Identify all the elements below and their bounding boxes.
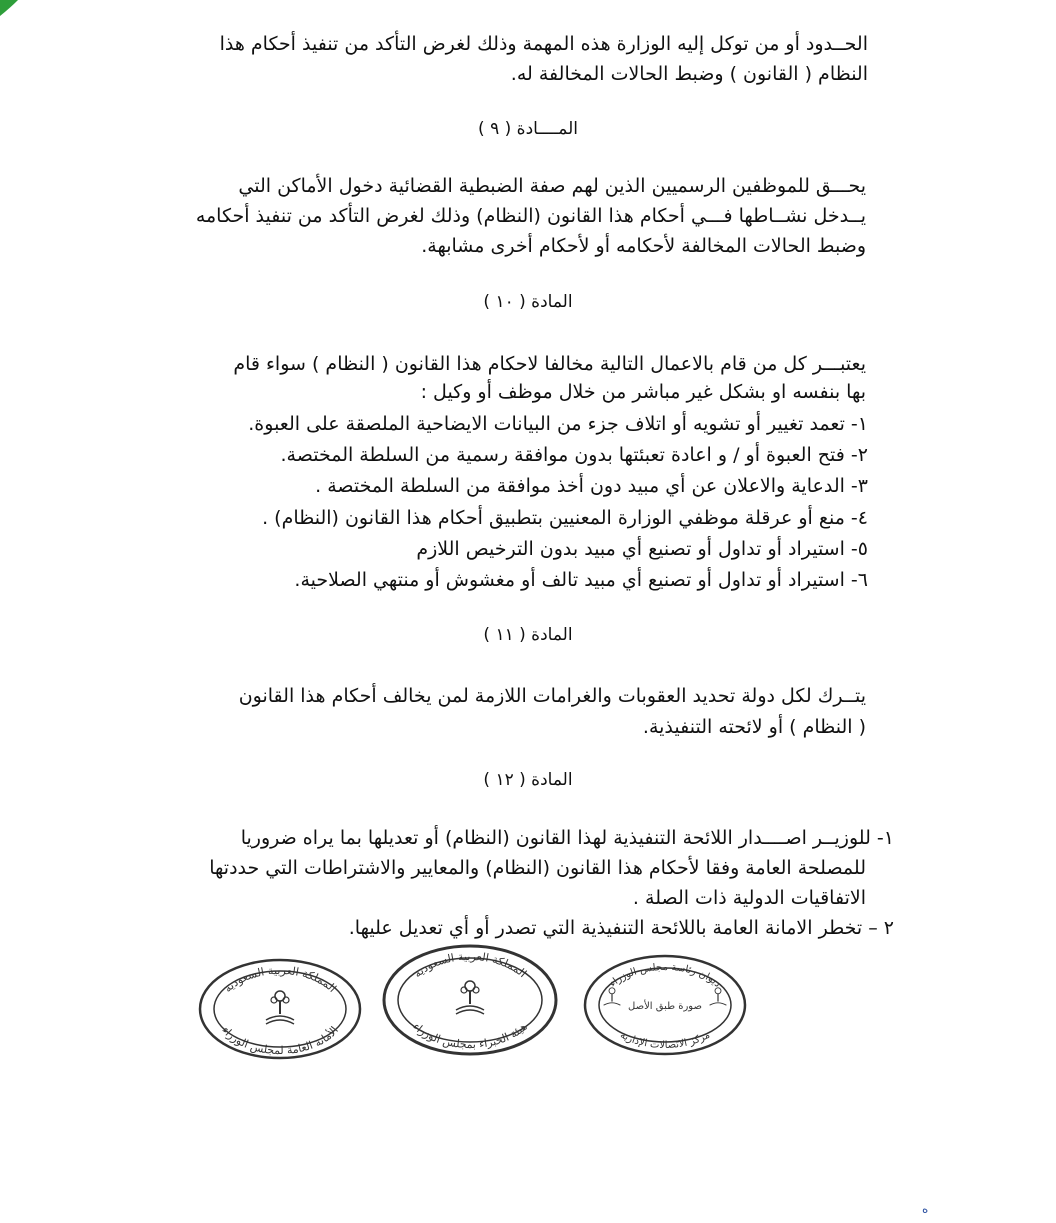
intro-line-1: الحــدود أو من توكل إليه الوزارة هذه المهمة وذلك لغرض التأكد من تنفيذ أحكام هذا <box>219 33 868 55</box>
list-item: ٥- استيراد أو تداول أو تصنيع أي مبيد بدون الترخيص اللازم <box>416 538 868 560</box>
article-10-list <box>168 410 868 600</box>
stamp-1-bottom-text: الأمانة العامة لمجلس الوزراء <box>219 1023 341 1058</box>
stamp-2-bottom-text: هيئة الخبراء بمجلس الوزراء <box>410 1020 530 1052</box>
article-9-line-3: وضبط الحالات المخالفة لأحكامه أو لأحكام أخرى مشابهة. <box>421 235 866 257</box>
article-9-line-2: يــدخل نشــاطها فـــي أحكام هذا القانون (النظام) وذلك لغرض التأكد من تنفيذ أحكامه <box>195 205 866 227</box>
stamp-2-top-text: المملكة العربية السعودية <box>411 949 530 981</box>
list-item: ٢- فتح العبوة أو / و اعادة تعبئتها بدون موافقة رسمية من السلطة المختصة. <box>280 444 868 466</box>
intro-paragraph <box>168 30 868 90</box>
intro-line-2: النظام ( القانون ) وضبط الحالات المخالفة له. <box>510 63 868 85</box>
article-10-intro-line-2: بها بنفسه او بشكل غير مباشر من خلال موظف أو وكيل : <box>420 381 866 403</box>
article-12-item-2 <box>154 914 894 944</box>
stamp-3-bottom-text: مركز الاتصالات الإدارية <box>618 1029 712 1052</box>
list-item: ٦- استيراد أو تداول أو تصنيع أي مبيد تالف أو مغشوش أو منتهي الصلاحية. <box>294 569 868 591</box>
article-9-line-1: يحـــق للموظفين الرسميين الذين لهم صفة الضبطية القضائية دخول الأماكن التي <box>238 175 866 197</box>
list-item: ١- تعمد تغيير أو تشويه أو اتلاف جزء من البيانات الايضاحية الملصقة على العبوة. <box>248 413 868 435</box>
article-11-line-2: ( النظام ) أو لائحته التنفيذية. <box>642 716 866 738</box>
palm-swords-emblem-icon <box>604 988 621 1005</box>
stamp-3-top-text: ديوان رئاسة مجلس الوزراء <box>607 962 723 990</box>
palm-swords-emblem-icon <box>266 991 294 1024</box>
article-11-line-1: يتــرك لكل دولة تحديد العقوبات والغرامات اللازمة لمن يخالف أحكام هذا القانون <box>238 685 866 707</box>
list-item: ٤- منع أو عرقلة موظفي الوزارة المعنيين بتطبيق أحكام هذا القانون (النظام) . <box>262 507 868 529</box>
stamp-3-center-text: صورة طبق الأصل <box>628 1001 702 1012</box>
stamp-cabinet-experts <box>382 944 558 1056</box>
palm-swords-emblem-icon <box>456 981 484 1014</box>
stamp-gcc-secretariat <box>198 958 362 1060</box>
article-12-item-1-line-2: للمصلحة العامة وفقا لأحكام هذا القانون (النظام) والمعايير والاشتراطات التي حددتها <box>209 857 866 879</box>
article-12-item-1 <box>154 824 894 914</box>
palm-swords-emblem-icon <box>710 988 727 1005</box>
article-11-body <box>166 682 866 742</box>
article-12-title: المادة ( ١٢ ) <box>483 770 573 790</box>
article-12-item-2-line: ٢ – تخطر الامانة العامة باللائحة التنفيذية التي تصدر أو أي تعديل عليها. <box>348 917 894 939</box>
article-9-title: المــــادة ( ٩ ) <box>478 119 578 139</box>
stamp-1-top-text: المملكة العربية السعودية <box>221 963 339 995</box>
article-12-item-1-line-1: ١- للوزيــر اصــــدار اللائحة التنفيذية لهذا القانون (النظام) أو تعديلها بما يراه ضروريا <box>240 827 894 849</box>
article-12-item-1-line-3: الاتفاقيات الدولية ذات الصلة . <box>632 887 866 909</box>
article-9-body <box>166 172 866 262</box>
article-10-intro-line-1: يعتبـــر كل من قام بالاعمال التالية مخالفا لاحكام هذا القانون ( النظام ) سواء قام <box>233 353 866 375</box>
page-mark: ه <box>922 1202 929 1216</box>
corner-leaf-icon <box>0 0 30 18</box>
stamp-cabinet-presidency <box>582 954 748 1056</box>
article-11-title: المادة ( ١١ ) <box>483 625 573 645</box>
article-10-title: المادة ( ١٠ ) <box>483 292 573 312</box>
article-10-intro <box>166 350 866 410</box>
list-item: ٣- الدعاية والاعلان عن أي مبيد دون أخذ موافقة من السلطة المختصة . <box>315 475 868 497</box>
